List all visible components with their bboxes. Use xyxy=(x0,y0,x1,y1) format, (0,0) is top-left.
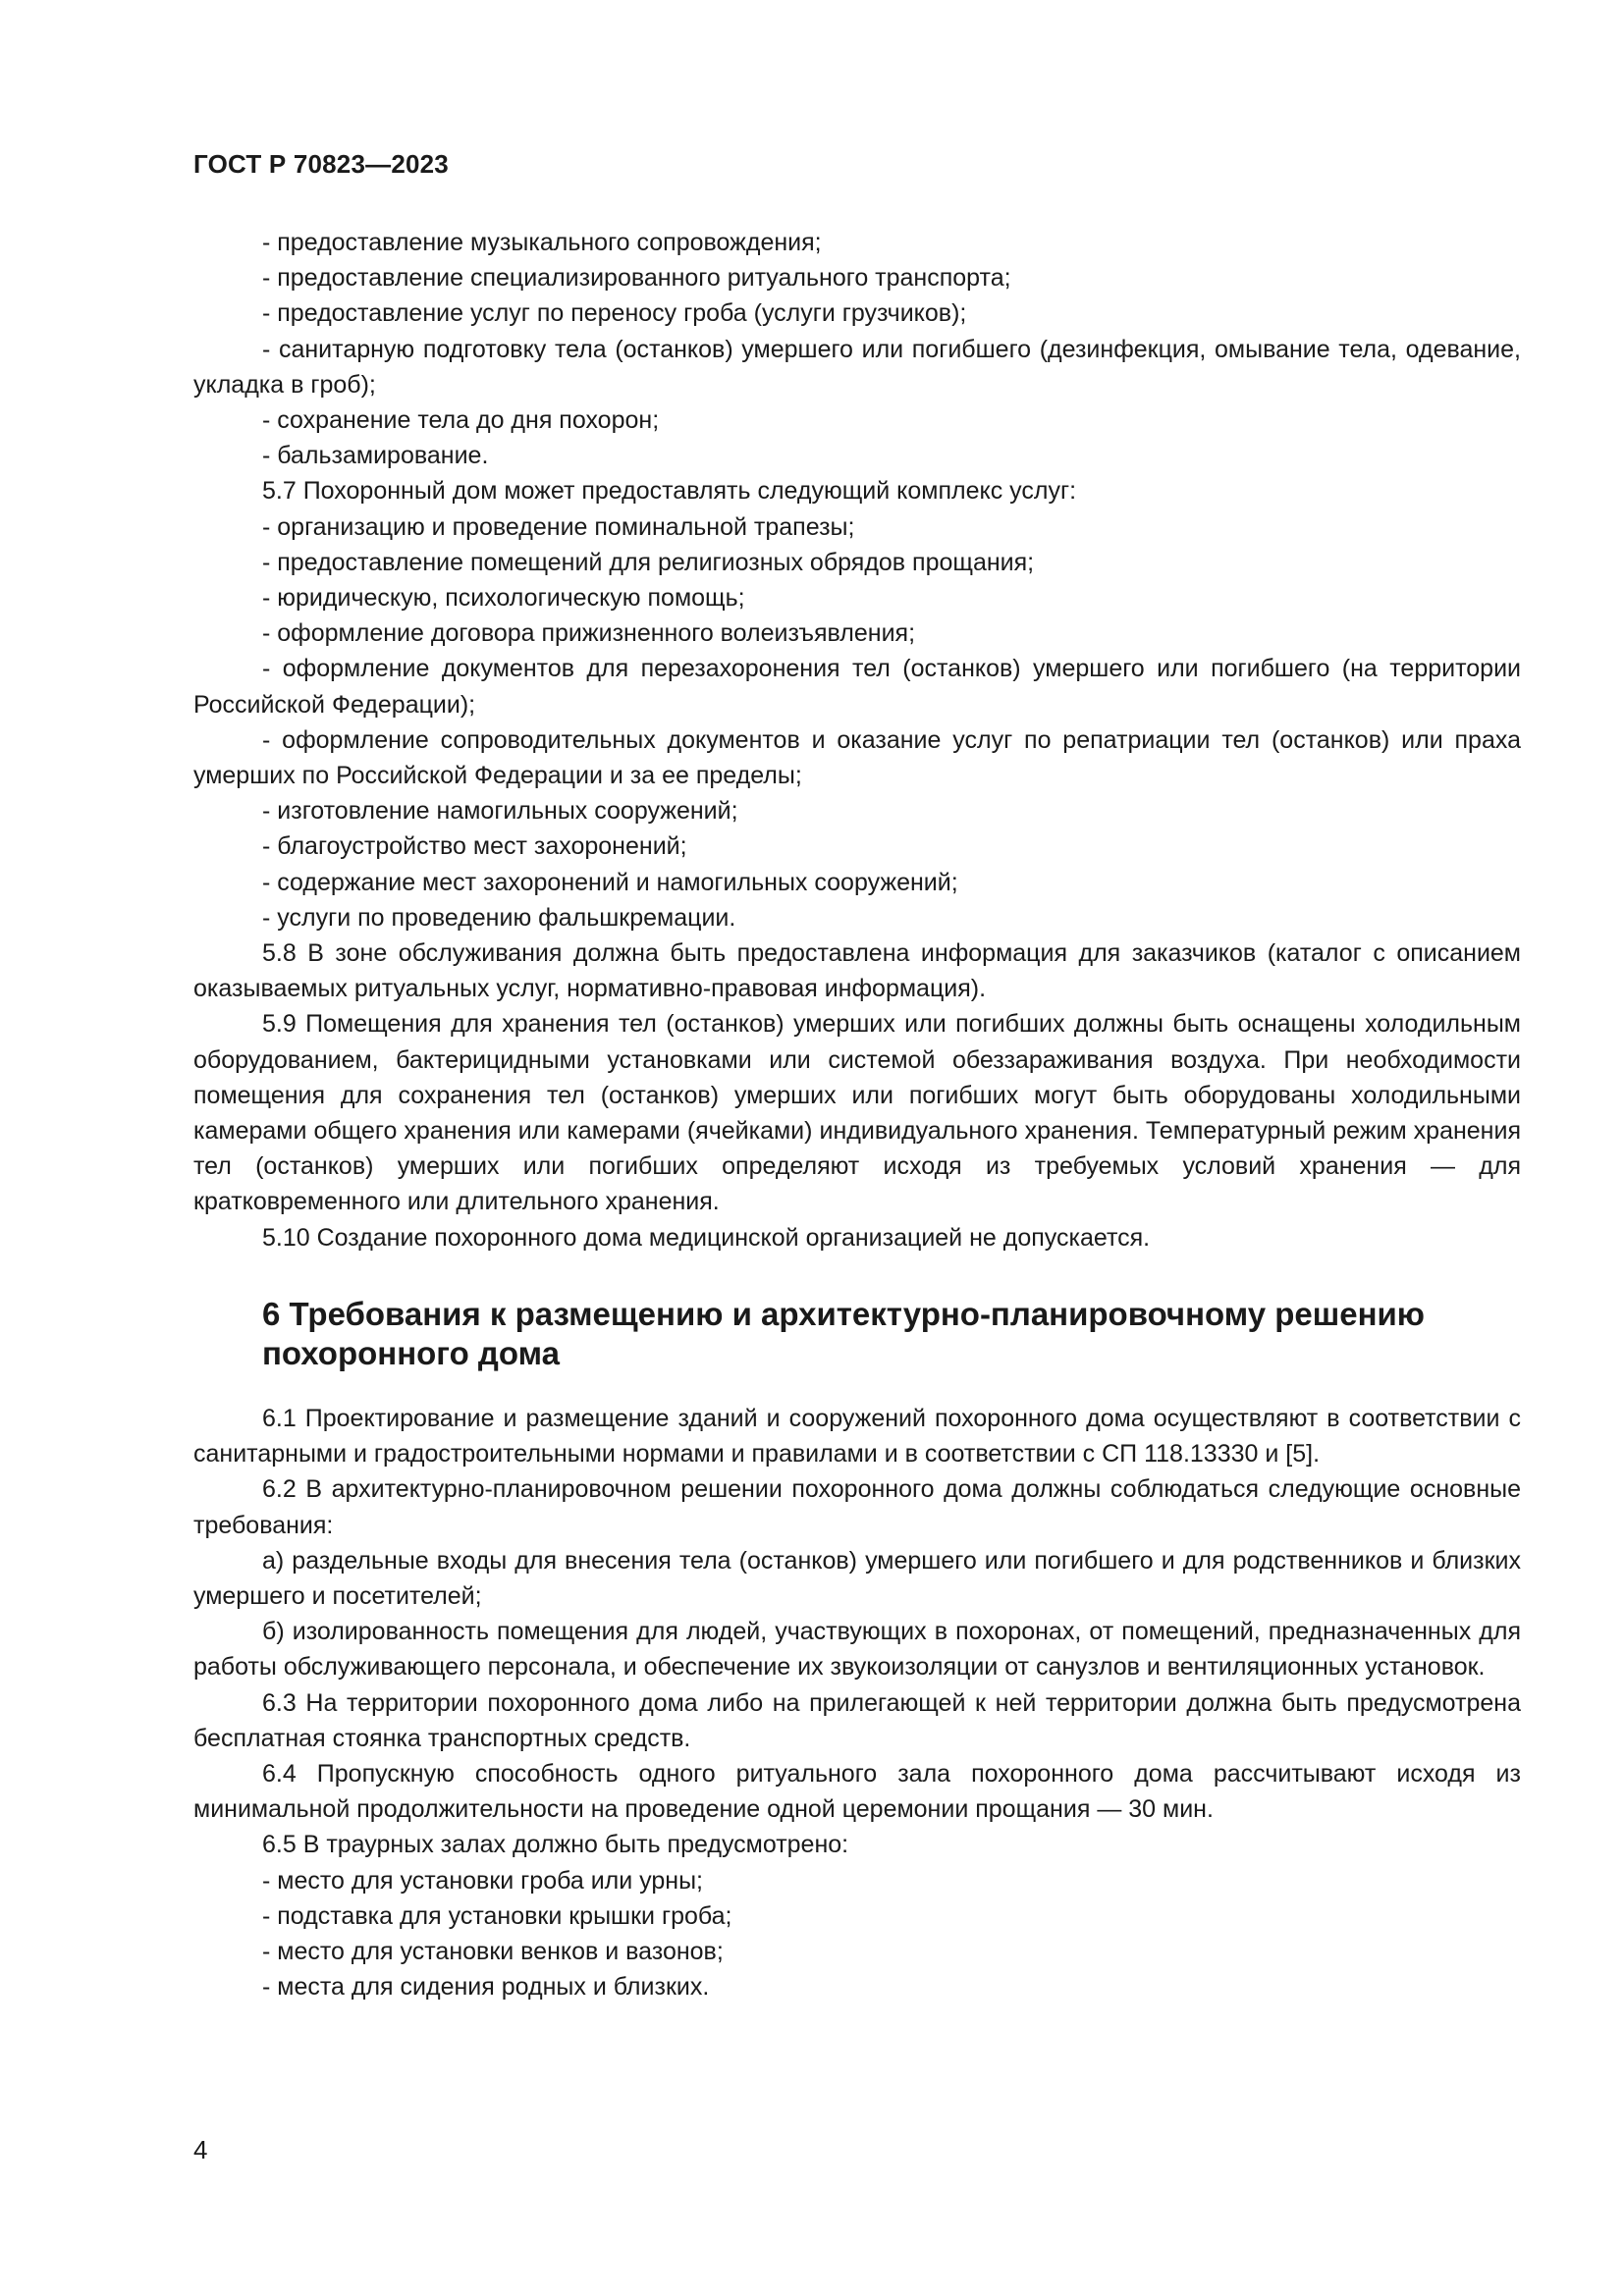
clause-6-5: 6.5 В траурных залах должно быть предусмотрено: xyxy=(262,1831,849,1859)
list-item: - предоставление услуг по переносу гроба (услуги грузчиков); xyxy=(262,299,967,328)
list-item: - предоставление помещений для религиозных обрядов прощания; xyxy=(262,548,1035,576)
page-number: 4 xyxy=(193,2135,208,2164)
list-item: - оформление договора прижизненного волеизъявления; xyxy=(262,619,916,648)
clause-5-9: 5.9 Помещения для хранения тел (останков) умерших или погибших должны быть оснащены холодильным оборудованием, бактерицидными установками или системой обеззараживания воздуха. При необходимости помещения для сохранения тел (останков) умерших или погибших могут быть оборудованы холодильными камерами общего хранения или камерами (ячейками) индивидуального хранения. Температурный режим хранения тел (останков) умерших или погибших определяют исходя из требуемых условий хранения — для кратковременного или длительного хранения. xyxy=(193,1010,1521,1216)
list-item: - место для установки гроба или урны; xyxy=(262,1866,703,1895)
list-item: - благоустройство мест захоронений; xyxy=(262,832,687,861)
clause-6-4: 6.4 Пропускную способность одного ритуального зала похоронного дома рассчитывают исходя из минимальной продолжительности на проведение одной церемонии прощания — 30 мин. xyxy=(193,1759,1521,1824)
section-6-heading-line-1: 6 Требования к размещению и архитектурно-планировочному решению xyxy=(262,1295,1425,1332)
list-item: а) раздельные входы для внесения тела (останков) умершего или погибшего и для родственников и близких умершего и посетителей; xyxy=(193,1546,1521,1610)
list-item: - юридическую, психологическую помощь; xyxy=(262,584,745,613)
list-item: - бальзамирование. xyxy=(262,442,489,470)
list-item: - изготовление намогильных сооружений; xyxy=(262,797,738,826)
clause-5-7: 5.7 Похоронный дом может предоставлять следующий комплекс услуг: xyxy=(262,477,1077,506)
document-code-header: ГОСТ Р 70823—2023 xyxy=(193,149,449,179)
clause-6-1: 6.1 Проектирование и размещение зданий и сооружений похоронного дома осуществляют в соответствии с санитарными и градостроительными нормами и правилами и в соответствии с СП 118.13330 и [5]. xyxy=(193,1404,1521,1468)
list-item: - организацию и проведение поминальной трапезы; xyxy=(262,512,855,541)
page-content xyxy=(193,225,1521,2004)
list-item: - оформление сопроводительных документов и оказание услуг по репатриации тел (останков) или праха умерших по Российской Федерации и за ее пределы; xyxy=(193,725,1521,790)
list-item: - услуги по проведению фальшкремации. xyxy=(262,903,736,932)
list-item: б) изолированность помещения для людей, участвующих в похоронах, от помещений, предназначенных для работы обслуживающего персонала, и обеспечение их звукоизоляции от санузлов и вентиляционных установок. xyxy=(193,1618,1521,1682)
list-item: - санитарную подготовку тела (останков) умершего или погибшего (дезинфекция, омывание тела, одевание, укладка в гроб); xyxy=(193,335,1521,399)
clause-5-10: 5.10 Создание похоронного дома медицинской организацией не допускается. xyxy=(262,1223,1151,1252)
list-item: - подставка для установки крышки гроба; xyxy=(262,1901,732,1930)
list-item: - сохранение тела до дня похорон; xyxy=(262,406,660,435)
list-item: - оформление документов для перезахоронения тел (останков) умершего или погибшего (на территории Российской Федерации); xyxy=(193,655,1521,719)
section-6-heading xyxy=(262,1295,1521,1373)
list-item: - предоставление специализированного ритуального транспорта; xyxy=(262,264,1011,293)
list-item: - место для установки венков и вазонов; xyxy=(262,1937,724,1965)
list-item: - содержание мест захоронений и намогильных сооружений; xyxy=(262,868,958,896)
clause-5-8: 5.8 В зоне обслуживания должна быть предоставлена информация для заказчиков (каталог с описанием оказываемых ритуальных услуг, нормативно-правовая информация). xyxy=(193,939,1521,1003)
clause-6-3: 6.3 На территории похоронного дома либо на прилегающей к ней территории должна быть предусмотрена бесплатная стоянка транспортных средств. xyxy=(193,1688,1521,1752)
list-item: - предоставление музыкального сопровождения; xyxy=(262,229,822,256)
clause-6-2: 6.2 В архитектурно-планировочном решении похоронного дома должны соблюдаться следующие основные требования: xyxy=(193,1475,1521,1539)
section-6-heading-line-2: похоронного дома xyxy=(262,1334,560,1371)
list-item: - места для сидения родных и близких. xyxy=(262,1973,710,2002)
